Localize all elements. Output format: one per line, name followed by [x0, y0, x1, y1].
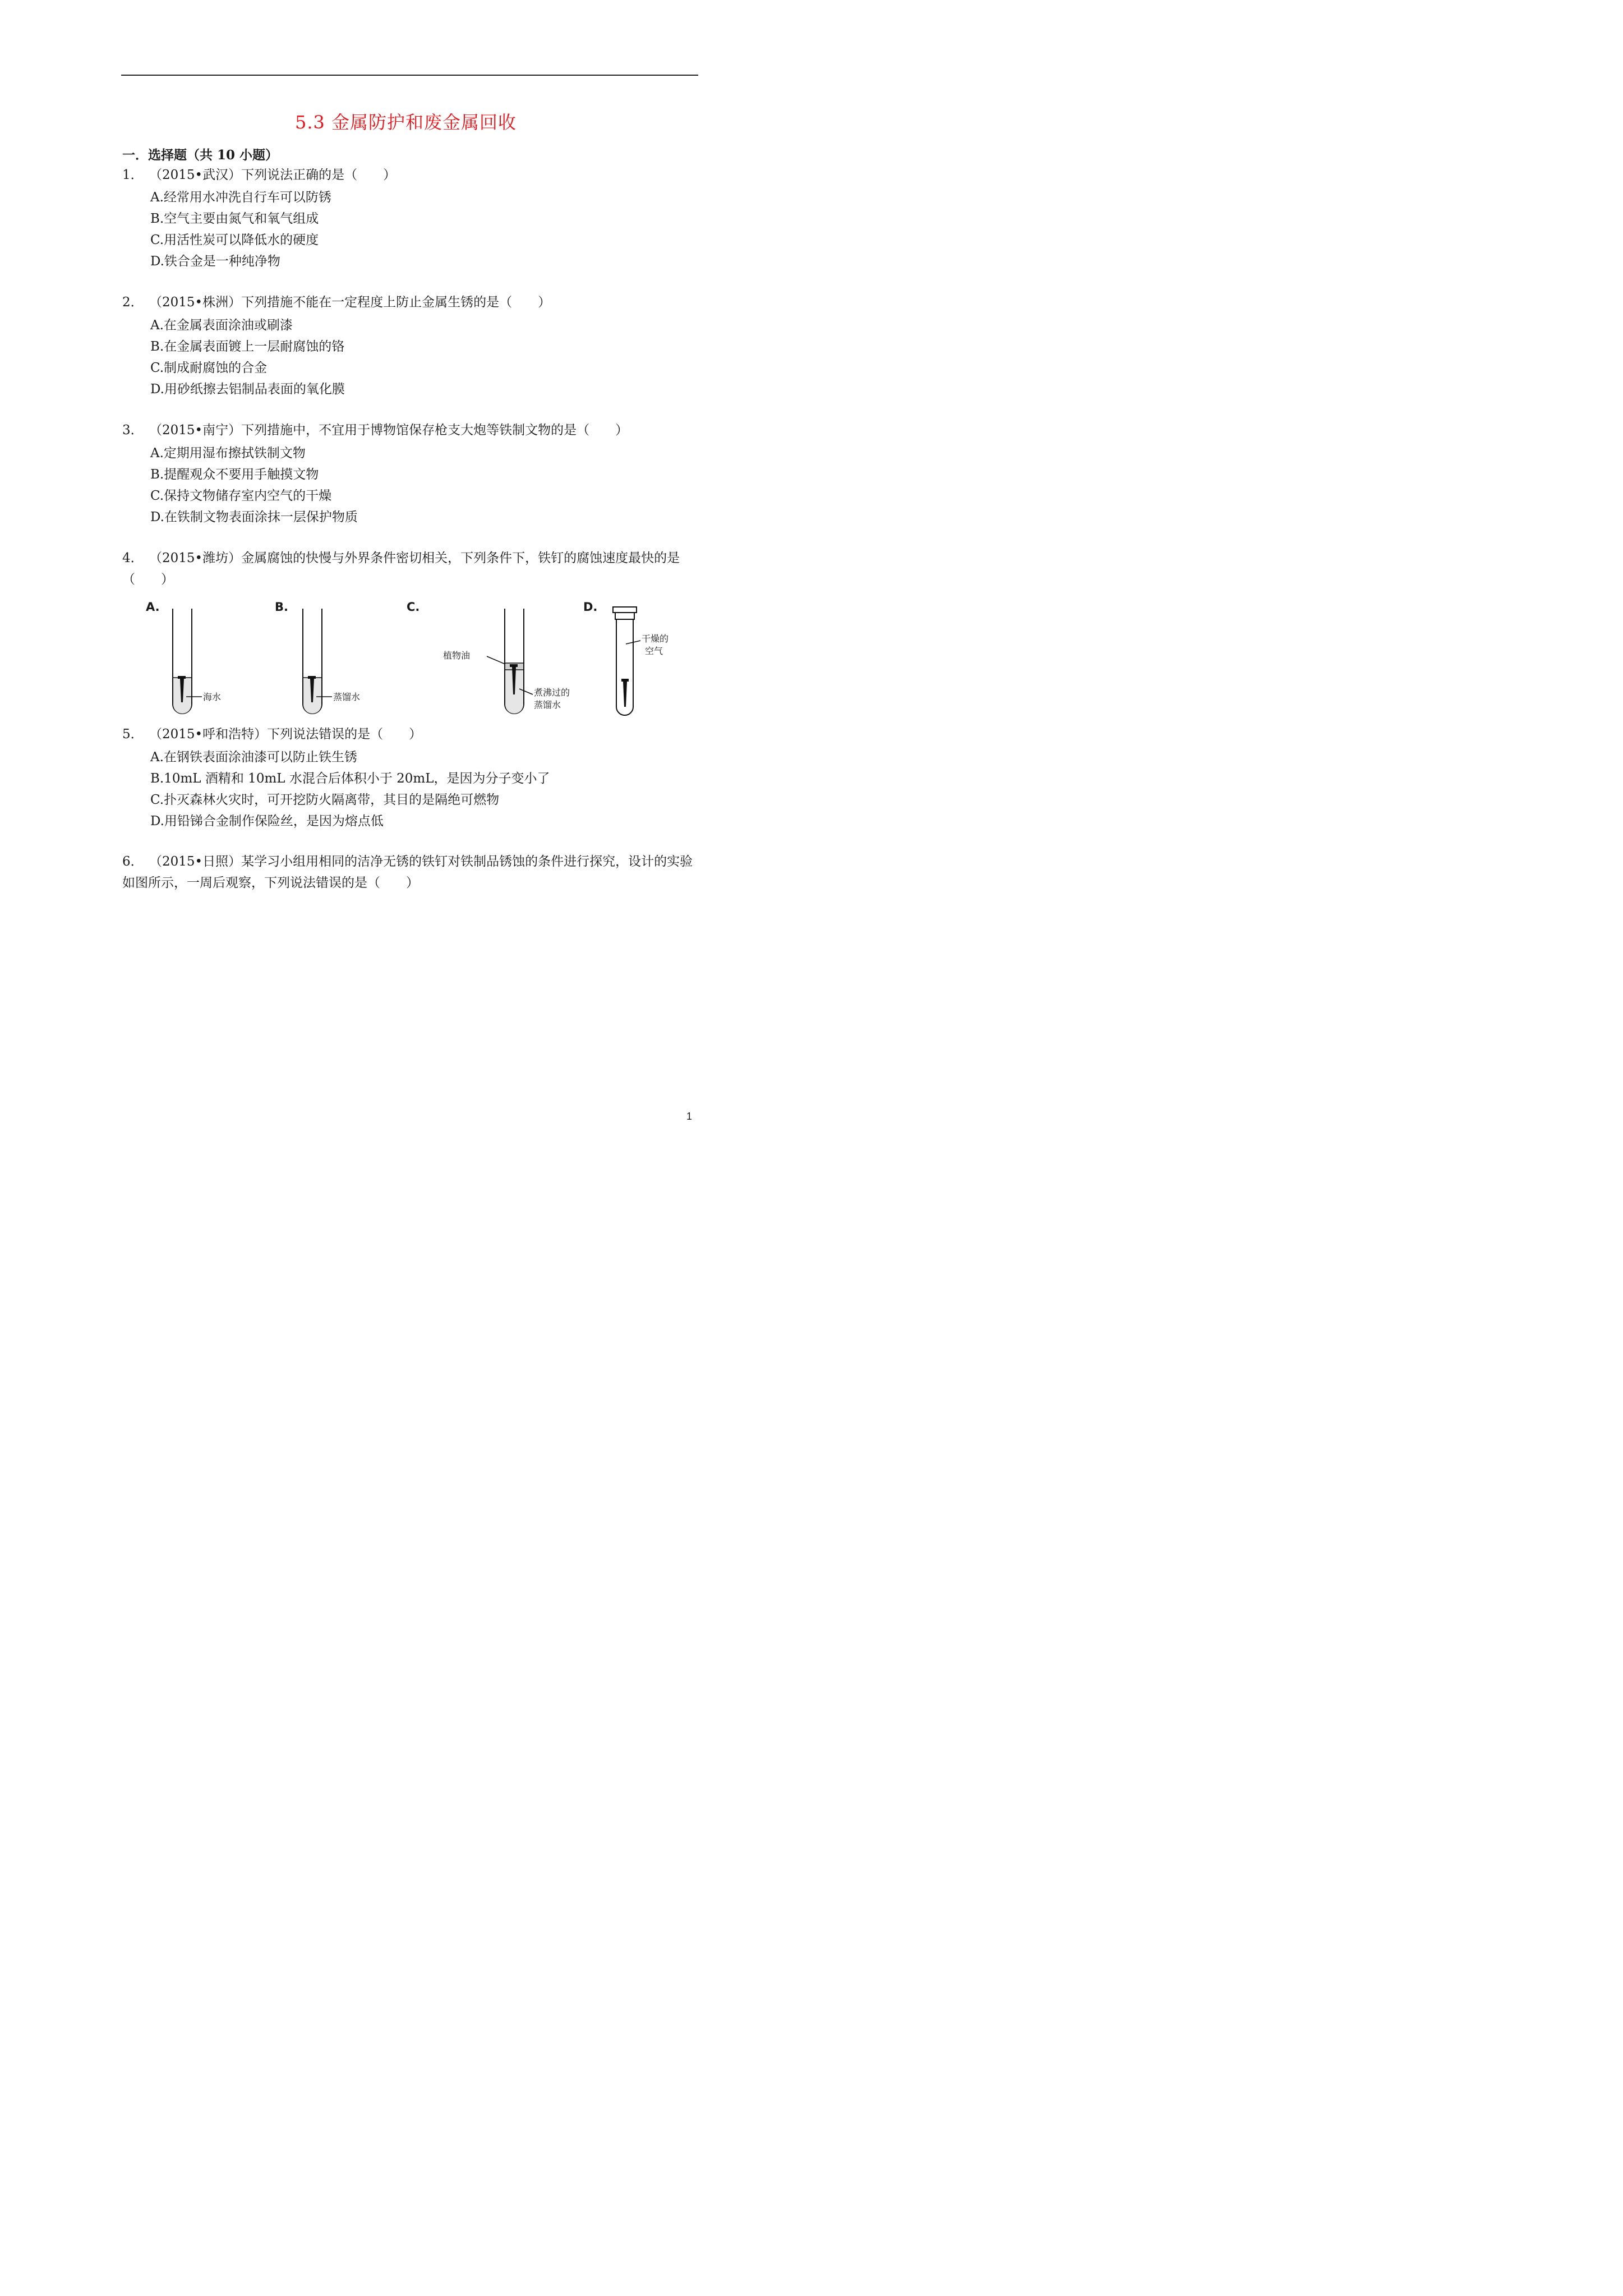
note-sea-water: 海水 — [203, 692, 222, 702]
note-boiled-water-2: 蒸馏水 — [534, 700, 561, 710]
option-a: A.经常用水冲洗自行车可以防锈 — [150, 190, 331, 205]
section-heading: 一．选择题（共 10 小题） — [122, 148, 279, 163]
question-number: 1． — [122, 168, 144, 182]
question-2 — [122, 292, 551, 313]
question-5 — [122, 724, 422, 745]
question-number: 4． — [122, 551, 144, 565]
option-b: B.提醒观众不要用手触摸文物 — [150, 467, 319, 482]
page-title: 5.3 金属防护和废金属回收 — [294, 112, 517, 133]
option-c: C.扑灭森林火灾时，可开挖防火隔离带，其目的是隔绝可燃物 — [150, 793, 500, 807]
note-dry-air-1: 干燥的 — [642, 633, 669, 644]
option-d: D.在铁制文物表面涂抹一层保护物质 — [150, 510, 358, 524]
note-boiled-water-1: 煮沸过的 — [534, 687, 570, 698]
note-vegetable-oil: 植物油 — [443, 650, 471, 661]
tube-b — [303, 609, 332, 714]
nail-icon — [621, 679, 629, 707]
option-b: B.空气主要由氮气和氧气组成 — [150, 211, 319, 226]
option-d: D.用铅锑合金制作保险丝，是因为熔点低 — [150, 814, 384, 829]
option-d: D.铁合金是一种纯净物 — [150, 254, 280, 269]
question-stem: （2015•日照）某学习小组用相同的洁净无锈的铁钉对铁制品锈蚀的条件进行探究，设计的实验如图所示，一周后观察，下列说法错误的是（ ） — [122, 854, 693, 890]
header-rule — [121, 75, 698, 76]
question-number: 3． — [122, 423, 144, 438]
note-distilled-water: 蒸馏水 — [333, 692, 361, 702]
note-dry-air-2: 空气 — [645, 646, 663, 656]
tube-a — [173, 609, 202, 714]
option-d: D.用砂纸擦去铝制品表面的氧化膜 — [150, 382, 345, 397]
tubes-drawing — [140, 595, 690, 721]
question-6 — [122, 851, 700, 894]
question-3 — [122, 420, 628, 441]
question-stem: （2015•潍坊）金属腐蚀的快慢与外界条件密切相关，下列条件下，铁钉的腐蚀速度最快的是（ ） — [122, 551, 680, 587]
test-tube-figure — [140, 595, 690, 721]
option-c: C.用活性炭可以降低水的硬度 — [150, 233, 319, 247]
tube-d — [613, 607, 640, 715]
option-a: A.在钢铁表面涂油漆可以防止铁生锈 — [150, 750, 357, 765]
option-b: B.在金属表面镀上一层耐腐蚀的铬 — [150, 339, 345, 354]
question-1 — [122, 164, 396, 186]
question-stem: （2015•南宁）下列措施中，不宜用于博物馆保存枪支大炮等铁制文物的是（ ） — [149, 423, 629, 438]
figure-label-a: A. — [146, 600, 160, 614]
option-b: B.10mL 酒精和 10mL 水混合后体积小于 20mL，是因为分子变小了 — [150, 771, 550, 786]
question-stem: （2015•武汉）下列说法正确的是（ ） — [149, 168, 396, 182]
figure-label-b: B. — [275, 600, 288, 614]
question-stem: （2015•呼和浩特）下列说法错误的是（ ） — [149, 727, 422, 742]
question-number: 5． — [122, 727, 144, 742]
option-a: A.定期用湿布擦拭铁制文物 — [150, 446, 306, 461]
option-c: C.制成耐腐蚀的合金 — [150, 361, 268, 375]
option-a: A.在金属表面涂油或刷漆 — [150, 318, 293, 333]
option-c: C.保持文物储存室内空气的干燥 — [150, 489, 332, 503]
figure-label-c: C. — [407, 600, 420, 614]
page-number: 1 — [686, 1111, 693, 1122]
tube-c — [487, 609, 533, 714]
figure-label-d: D. — [583, 600, 598, 614]
question-number: 2． — [122, 295, 144, 310]
question-number: 6． — [122, 854, 144, 869]
question-4 — [122, 547, 700, 590]
question-stem: （2015•株洲）下列措施不能在一定程度上防止金属生锈的是（ ） — [149, 295, 551, 310]
